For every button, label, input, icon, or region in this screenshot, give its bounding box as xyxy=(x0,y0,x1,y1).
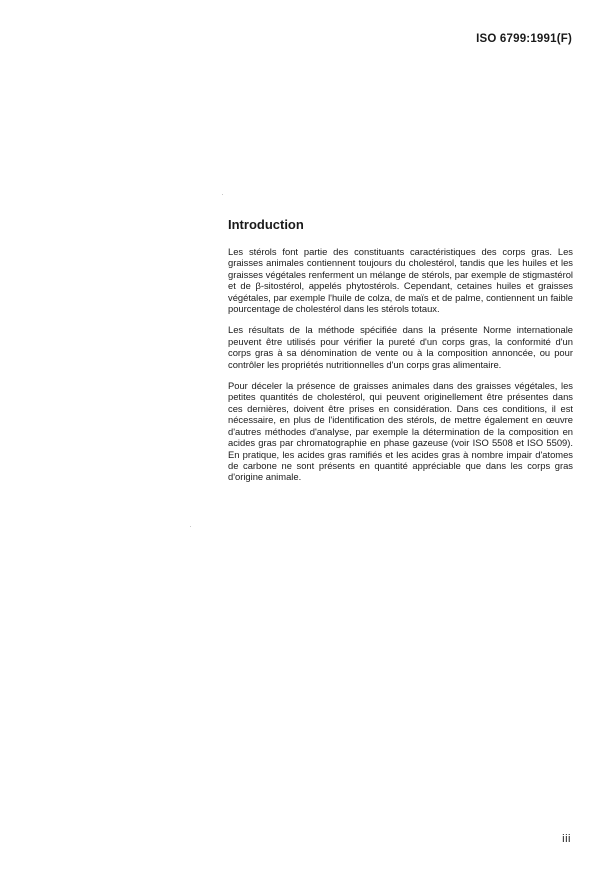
standard-reference: ISO 6799:1991(F) xyxy=(476,33,572,45)
page-number: iii xyxy=(562,833,571,845)
paragraph-detection: Pour déceler la présence de graisses animales dans des graisses végétales, les petites quantités de cholestérol, qui peuvent originellement être présentes dans ces dernières, doivent être prises en considération. Dans ces conditions, il est nécessaire, en plus de l'identification des stérols, de mettre également en œuvre d'autres méthodes d'analyse, par exemple la détermination de la composition en acides gras par chromatographie en phase gazeuse (voir ISO 5508 et ISO 5509). En pratique, les acides gras ramifiés et les acides gras à nombre impair d'atomes de carbone ne sont présents en quantité appréciable que dans les corps gras d'origine animale. xyxy=(228,380,573,483)
paragraph-sterols: Les stérols font partie des constituants caractéristiques des corps gras. Les graisses animales contiennent toujours du cholestérol, tandis que les huiles et les graisses végétales renferment un mélange de stérols, par exemple de stigmastérol et de β-sitostérol, appelés phytostérols. Cependant, cetaines huiles et graisses végétales, par exemple l'huile de colza, de maïs et de palme, contiennent un faible pourcentage de cholestérol dans les stérols totaux. xyxy=(228,246,573,315)
paragraph-results: Les résultats de la méthode spécifiée dans la présente Norme internationale peuvent être utilisés pour vérifier la pureté d'un corps gras, la conformité d'un corps gras à sa dénomination de vente ou à la composition annoncée, ou pour contrôler les propriétés nutritionnelles d'un corps gras alimentaire. xyxy=(228,324,573,370)
scan-speck xyxy=(222,194,223,195)
introduction-body xyxy=(228,246,573,493)
scan-speck xyxy=(190,526,191,527)
section-title: Introduction xyxy=(228,217,304,232)
